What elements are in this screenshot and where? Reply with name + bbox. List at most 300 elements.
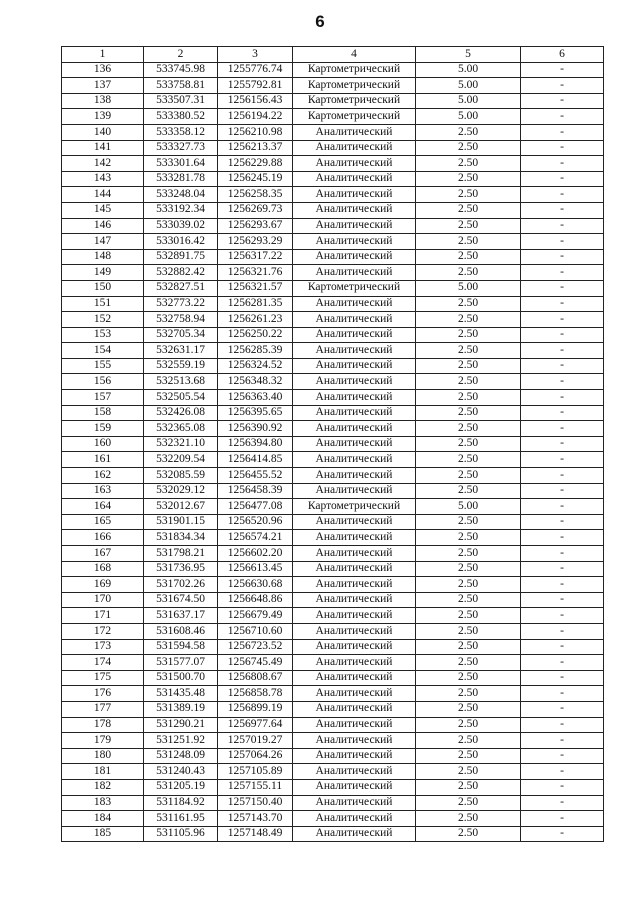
x-coordinate-cell: 533248.04 [144, 187, 218, 203]
note-cell: - [521, 109, 604, 125]
accuracy-cell: 2.50 [416, 811, 521, 827]
table-row [62, 686, 604, 702]
point-number-cell: 138 [62, 93, 144, 109]
accuracy-cell: 2.50 [416, 717, 521, 733]
accuracy-cell: 2.50 [416, 296, 521, 312]
y-coordinate-cell: 1256293.67 [218, 218, 293, 234]
x-coordinate-cell: 533745.98 [144, 62, 218, 78]
point-number-cell: 142 [62, 156, 144, 172]
table-row [62, 452, 604, 468]
note-cell: - [521, 296, 604, 312]
point-number-cell: 141 [62, 140, 144, 156]
table-row [62, 62, 604, 78]
y-coordinate-cell: 1256458.39 [218, 483, 293, 499]
method-cell: Аналитический [293, 795, 416, 811]
table-row [62, 140, 604, 156]
table-row [62, 577, 604, 593]
y-coordinate-cell: 1256745.49 [218, 655, 293, 671]
y-coordinate-cell: 1257105.89 [218, 764, 293, 780]
accuracy-cell: 2.50 [416, 234, 521, 250]
x-coordinate-cell: 531594.58 [144, 639, 218, 655]
note-cell: - [521, 608, 604, 624]
x-coordinate-cell: 531290.21 [144, 717, 218, 733]
point-number-cell: 179 [62, 733, 144, 749]
y-coordinate-cell: 1256194.22 [218, 109, 293, 125]
accuracy-cell: 2.50 [416, 249, 521, 265]
table-row [62, 826, 604, 842]
method-cell: Аналитический [293, 701, 416, 717]
accuracy-cell: 2.50 [416, 623, 521, 639]
column-header: 5 [416, 47, 521, 63]
note-cell: - [521, 140, 604, 156]
method-cell: Аналитический [293, 436, 416, 452]
x-coordinate-cell: 532209.54 [144, 452, 218, 468]
y-coordinate-cell: 1256324.52 [218, 358, 293, 374]
y-coordinate-cell: 1256679.49 [218, 608, 293, 624]
method-cell: Аналитический [293, 187, 416, 203]
accuracy-cell: 2.50 [416, 592, 521, 608]
method-cell: Аналитический [293, 577, 416, 593]
method-cell: Аналитический [293, 623, 416, 639]
point-number-cell: 146 [62, 218, 144, 234]
x-coordinate-cell: 532513.68 [144, 374, 218, 390]
note-cell: - [521, 436, 604, 452]
note-cell: - [521, 452, 604, 468]
point-number-cell: 166 [62, 530, 144, 546]
x-coordinate-cell: 532085.59 [144, 468, 218, 484]
x-coordinate-cell: 532891.75 [144, 249, 218, 265]
y-coordinate-cell: 1256520.96 [218, 514, 293, 530]
note-cell: - [521, 623, 604, 639]
table-row [62, 296, 604, 312]
note-cell: - [521, 639, 604, 655]
method-cell: Аналитический [293, 748, 416, 764]
accuracy-cell: 2.50 [416, 748, 521, 764]
table-row [62, 327, 604, 343]
point-number-cell: 172 [62, 623, 144, 639]
note-cell: - [521, 358, 604, 374]
note-cell: - [521, 795, 604, 811]
note-cell: - [521, 343, 604, 359]
table-row [62, 202, 604, 218]
point-number-cell: 167 [62, 546, 144, 562]
point-number-cell: 157 [62, 390, 144, 406]
x-coordinate-cell: 531798.21 [144, 546, 218, 562]
note-cell: - [521, 421, 604, 437]
column-header: 6 [521, 47, 604, 63]
point-number-cell: 145 [62, 202, 144, 218]
accuracy-cell: 2.50 [416, 670, 521, 686]
accuracy-cell: 2.50 [416, 436, 521, 452]
point-number-cell: 136 [62, 62, 144, 78]
table-row [62, 546, 604, 562]
x-coordinate-cell: 531901.15 [144, 514, 218, 530]
note-cell: - [521, 483, 604, 499]
note-cell: - [521, 327, 604, 343]
y-coordinate-cell: 1256261.23 [218, 312, 293, 328]
note-cell: - [521, 499, 604, 515]
x-coordinate-cell: 531248.09 [144, 748, 218, 764]
table-row [62, 592, 604, 608]
note-cell: - [521, 124, 604, 140]
table-row [62, 265, 604, 281]
x-coordinate-cell: 533358.12 [144, 124, 218, 140]
accuracy-cell: 2.50 [416, 483, 521, 499]
method-cell: Аналитический [293, 592, 416, 608]
x-coordinate-cell: 531608.46 [144, 623, 218, 639]
x-coordinate-cell: 533380.52 [144, 109, 218, 125]
accuracy-cell: 5.00 [416, 62, 521, 78]
y-coordinate-cell: 1257148.49 [218, 826, 293, 842]
note-cell: - [521, 405, 604, 421]
x-coordinate-cell: 533758.81 [144, 78, 218, 94]
method-cell: Аналитический [293, 546, 416, 562]
x-coordinate-cell: 532505.54 [144, 390, 218, 406]
accuracy-cell: 2.50 [416, 701, 521, 717]
y-coordinate-cell: 1256250.22 [218, 327, 293, 343]
y-coordinate-cell: 1256321.76 [218, 265, 293, 281]
note-cell: - [521, 530, 604, 546]
accuracy-cell: 2.50 [416, 795, 521, 811]
accuracy-cell: 5.00 [416, 78, 521, 94]
point-number-cell: 168 [62, 561, 144, 577]
method-cell: Аналитический [293, 779, 416, 795]
point-number-cell: 160 [62, 436, 144, 452]
x-coordinate-cell: 531161.95 [144, 811, 218, 827]
y-coordinate-cell: 1256977.64 [218, 717, 293, 733]
method-cell: Аналитический [293, 202, 416, 218]
y-coordinate-cell: 1256156.43 [218, 93, 293, 109]
x-coordinate-cell: 533281.78 [144, 171, 218, 187]
y-coordinate-cell: 1256213.37 [218, 140, 293, 156]
accuracy-cell: 2.50 [416, 655, 521, 671]
x-coordinate-cell: 531736.95 [144, 561, 218, 577]
accuracy-cell: 2.50 [416, 826, 521, 842]
accuracy-cell: 2.50 [416, 187, 521, 203]
table-row [62, 436, 604, 452]
note-cell: - [521, 811, 604, 827]
y-coordinate-cell: 1256269.73 [218, 202, 293, 218]
method-cell: Аналитический [293, 405, 416, 421]
point-number-cell: 176 [62, 686, 144, 702]
x-coordinate-cell: 532705.34 [144, 327, 218, 343]
y-coordinate-cell: 1256210.98 [218, 124, 293, 140]
point-number-cell: 153 [62, 327, 144, 343]
accuracy-cell: 5.00 [416, 93, 521, 109]
y-coordinate-cell: 1256613.45 [218, 561, 293, 577]
table-row [62, 280, 604, 296]
method-cell: Аналитический [293, 421, 416, 437]
note-cell: - [521, 202, 604, 218]
point-number-cell: 139 [62, 109, 144, 125]
y-coordinate-cell: 1256321.57 [218, 280, 293, 296]
table-row [62, 187, 604, 203]
point-number-cell: 147 [62, 234, 144, 250]
y-coordinate-cell: 1256293.29 [218, 234, 293, 250]
x-coordinate-cell: 533327.73 [144, 140, 218, 156]
table-row [62, 483, 604, 499]
y-coordinate-cell: 1257064.26 [218, 748, 293, 764]
point-number-cell: 152 [62, 312, 144, 328]
method-cell: Аналитический [293, 296, 416, 312]
accuracy-cell: 2.50 [416, 514, 521, 530]
method-cell: Аналитический [293, 514, 416, 530]
table-row [62, 468, 604, 484]
point-number-cell: 170 [62, 592, 144, 608]
y-coordinate-cell: 1257155.11 [218, 779, 293, 795]
table-row [62, 733, 604, 749]
x-coordinate-cell: 532321.10 [144, 436, 218, 452]
note-cell: - [521, 686, 604, 702]
method-cell: Аналитический [293, 374, 416, 390]
accuracy-cell: 2.50 [416, 577, 521, 593]
method-cell: Аналитический [293, 234, 416, 250]
table-row [62, 78, 604, 94]
table-row [62, 312, 604, 328]
y-coordinate-cell: 1255792.81 [218, 78, 293, 94]
point-number-cell: 175 [62, 670, 144, 686]
table-row [62, 779, 604, 795]
method-cell: Аналитический [293, 639, 416, 655]
table-row [62, 811, 604, 827]
note-cell: - [521, 280, 604, 296]
x-coordinate-cell: 531577.07 [144, 655, 218, 671]
accuracy-cell: 2.50 [416, 421, 521, 437]
y-coordinate-cell: 1256710.60 [218, 623, 293, 639]
accuracy-cell: 2.50 [416, 312, 521, 328]
method-cell: Аналитический [293, 686, 416, 702]
y-coordinate-cell: 1256648.86 [218, 592, 293, 608]
note-cell: - [521, 779, 604, 795]
note-cell: - [521, 218, 604, 234]
table-header-row [62, 47, 604, 63]
table-row [62, 109, 604, 125]
point-number-cell: 169 [62, 577, 144, 593]
x-coordinate-cell: 532827.51 [144, 280, 218, 296]
column-header: 3 [218, 47, 293, 63]
accuracy-cell: 2.50 [416, 343, 521, 359]
x-coordinate-cell: 531240.43 [144, 764, 218, 780]
note-cell: - [521, 701, 604, 717]
point-number-cell: 140 [62, 124, 144, 140]
note-cell: - [521, 514, 604, 530]
table-body [62, 62, 604, 842]
y-coordinate-cell: 1256808.67 [218, 670, 293, 686]
point-number-cell: 180 [62, 748, 144, 764]
method-cell: Аналитический [293, 764, 416, 780]
table-row [62, 405, 604, 421]
accuracy-cell: 2.50 [416, 405, 521, 421]
accuracy-cell: 2.50 [416, 546, 521, 562]
point-number-cell: 154 [62, 343, 144, 359]
method-cell: Аналитический [293, 218, 416, 234]
method-cell: Аналитический [293, 171, 416, 187]
point-number-cell: 158 [62, 405, 144, 421]
point-number-cell: 165 [62, 514, 144, 530]
y-coordinate-cell: 1256574.21 [218, 530, 293, 546]
accuracy-cell: 5.00 [416, 499, 521, 515]
x-coordinate-cell: 531500.70 [144, 670, 218, 686]
x-coordinate-cell: 533016.42 [144, 234, 218, 250]
accuracy-cell: 2.50 [416, 156, 521, 172]
note-cell: - [521, 561, 604, 577]
y-coordinate-cell: 1256258.35 [218, 187, 293, 203]
accuracy-cell: 5.00 [416, 109, 521, 125]
accuracy-cell: 2.50 [416, 327, 521, 343]
point-number-cell: 173 [62, 639, 144, 655]
table-row [62, 639, 604, 655]
table-row [62, 670, 604, 686]
point-number-cell: 183 [62, 795, 144, 811]
method-cell: Аналитический [293, 468, 416, 484]
column-header: 2 [144, 47, 218, 63]
x-coordinate-cell: 532559.19 [144, 358, 218, 374]
y-coordinate-cell: 1256394.80 [218, 436, 293, 452]
y-coordinate-cell: 1256630.68 [218, 577, 293, 593]
method-cell: Аналитический [293, 312, 416, 328]
x-coordinate-cell: 531702.26 [144, 577, 218, 593]
table-row [62, 156, 604, 172]
accuracy-cell: 2.50 [416, 171, 521, 187]
x-coordinate-cell: 531184.92 [144, 795, 218, 811]
x-coordinate-cell: 533507.31 [144, 93, 218, 109]
note-cell: - [521, 577, 604, 593]
x-coordinate-cell: 532012.67 [144, 499, 218, 515]
y-coordinate-cell: 1256477.08 [218, 499, 293, 515]
table-row [62, 655, 604, 671]
method-cell: Аналитический [293, 265, 416, 281]
note-cell: - [521, 717, 604, 733]
coordinates-table [61, 46, 604, 842]
table-row [62, 171, 604, 187]
note-cell: - [521, 171, 604, 187]
note-cell: - [521, 374, 604, 390]
table-row [62, 234, 604, 250]
accuracy-cell: 2.50 [416, 124, 521, 140]
x-coordinate-cell: 531105.96 [144, 826, 218, 842]
accuracy-cell: 2.50 [416, 265, 521, 281]
x-coordinate-cell: 533192.34 [144, 202, 218, 218]
x-coordinate-cell: 532029.12 [144, 483, 218, 499]
method-cell: Аналитический [293, 530, 416, 546]
x-coordinate-cell: 532631.17 [144, 343, 218, 359]
method-cell: Аналитический [293, 608, 416, 624]
point-number-cell: 151 [62, 296, 144, 312]
accuracy-cell: 2.50 [416, 218, 521, 234]
point-number-cell: 171 [62, 608, 144, 624]
x-coordinate-cell: 531435.48 [144, 686, 218, 702]
method-cell: Аналитический [293, 140, 416, 156]
point-number-cell: 156 [62, 374, 144, 390]
method-cell: Аналитический [293, 327, 416, 343]
note-cell: - [521, 249, 604, 265]
note-cell: - [521, 733, 604, 749]
y-coordinate-cell: 1257143.70 [218, 811, 293, 827]
note-cell: - [521, 468, 604, 484]
method-cell: Аналитический [293, 156, 416, 172]
table-row [62, 701, 604, 717]
point-number-cell: 184 [62, 811, 144, 827]
method-cell: Аналитический [293, 670, 416, 686]
point-number-cell: 159 [62, 421, 144, 437]
table-row [62, 717, 604, 733]
note-cell: - [521, 748, 604, 764]
point-number-cell: 150 [62, 280, 144, 296]
method-cell: Картометрический [293, 499, 416, 515]
table-row [62, 390, 604, 406]
y-coordinate-cell: 1256281.35 [218, 296, 293, 312]
y-coordinate-cell: 1256245.19 [218, 171, 293, 187]
y-coordinate-cell: 1256723.52 [218, 639, 293, 655]
accuracy-cell: 2.50 [416, 390, 521, 406]
method-cell: Аналитический [293, 343, 416, 359]
x-coordinate-cell: 532773.22 [144, 296, 218, 312]
y-coordinate-cell: 1256395.65 [218, 405, 293, 421]
point-number-cell: 181 [62, 764, 144, 780]
note-cell: - [521, 62, 604, 78]
table-row [62, 561, 604, 577]
table-row [62, 421, 604, 437]
x-coordinate-cell: 531674.50 [144, 592, 218, 608]
x-coordinate-cell: 532882.42 [144, 265, 218, 281]
point-number-cell: 164 [62, 499, 144, 515]
accuracy-cell: 5.00 [416, 280, 521, 296]
table-row [62, 218, 604, 234]
method-cell: Аналитический [293, 358, 416, 374]
accuracy-cell: 2.50 [416, 358, 521, 374]
y-coordinate-cell: 1256414.85 [218, 452, 293, 468]
table-row [62, 623, 604, 639]
point-number-cell: 161 [62, 452, 144, 468]
x-coordinate-cell: 532758.94 [144, 312, 218, 328]
method-cell: Аналитический [293, 655, 416, 671]
table-row [62, 249, 604, 265]
accuracy-cell: 2.50 [416, 468, 521, 484]
y-coordinate-cell: 1256455.52 [218, 468, 293, 484]
note-cell: - [521, 234, 604, 250]
y-coordinate-cell: 1257150.40 [218, 795, 293, 811]
x-coordinate-cell: 532365.08 [144, 421, 218, 437]
accuracy-cell: 2.50 [416, 686, 521, 702]
y-coordinate-cell: 1256858.78 [218, 686, 293, 702]
note-cell: - [521, 78, 604, 94]
y-coordinate-cell: 1256317.22 [218, 249, 293, 265]
accuracy-cell: 2.50 [416, 608, 521, 624]
note-cell: - [521, 265, 604, 281]
accuracy-cell: 2.50 [416, 764, 521, 780]
point-number-cell: 178 [62, 717, 144, 733]
table-row [62, 608, 604, 624]
y-coordinate-cell: 1256390.92 [218, 421, 293, 437]
method-cell: Аналитический [293, 733, 416, 749]
point-number-cell: 174 [62, 655, 144, 671]
y-coordinate-cell: 1256285.39 [218, 343, 293, 359]
table-row [62, 374, 604, 390]
note-cell: - [521, 592, 604, 608]
y-coordinate-cell: 1256229.88 [218, 156, 293, 172]
table-row [62, 530, 604, 546]
y-coordinate-cell: 1256363.40 [218, 390, 293, 406]
x-coordinate-cell: 533039.02 [144, 218, 218, 234]
method-cell: Аналитический [293, 811, 416, 827]
accuracy-cell: 2.50 [416, 140, 521, 156]
method-cell: Аналитический [293, 124, 416, 140]
method-cell: Картометрический [293, 78, 416, 94]
method-cell: Аналитический [293, 452, 416, 468]
point-number-cell: 163 [62, 483, 144, 499]
x-coordinate-cell: 531251.92 [144, 733, 218, 749]
note-cell: - [521, 93, 604, 109]
